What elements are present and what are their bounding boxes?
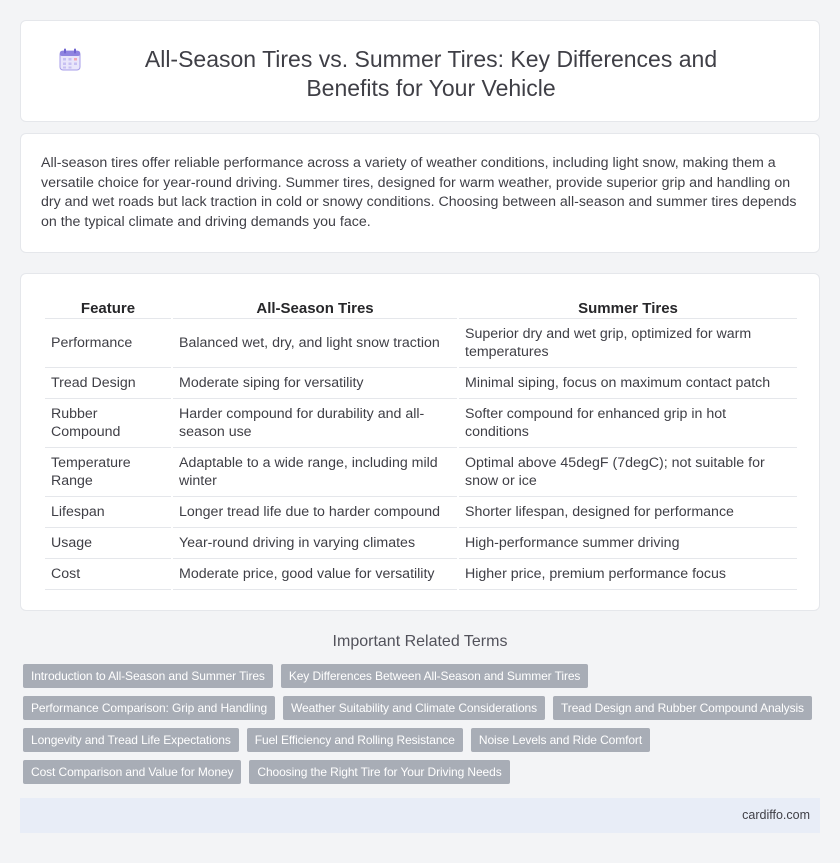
related-term-tag[interactable]: Introduction to All-Season and Summer Tires: [23, 664, 273, 688]
cell-feature: Cost: [45, 559, 171, 590]
cell-summer: Softer compound for enhanced grip in hot conditions: [459, 399, 797, 448]
tag-row: [23, 728, 823, 752]
related-terms-list: [23, 664, 823, 792]
related-term-tag[interactable]: Cost Comparison and Value for Money: [23, 760, 241, 784]
related-term-tag[interactable]: Key Differences Between All-Season and Summer Tires: [281, 664, 589, 688]
table-row: [45, 497, 797, 528]
related-term-tag[interactable]: Choosing the Right Tire for Your Driving Needs: [249, 760, 509, 784]
page-title: All-Season Tires vs. Summer Tires: Key Differences and Benefits for Your Vehicle: [144, 46, 718, 101]
related-term-tag[interactable]: Noise Levels and Ride Comfort: [471, 728, 650, 752]
table-row: [45, 448, 797, 497]
cell-summer: Shorter lifespan, designed for performance: [459, 497, 797, 528]
cell-summer: Optimal above 45degF (7degC); not suitable for snow or ice: [459, 448, 797, 497]
tag-row: [23, 760, 823, 784]
cell-all-season: Moderate siping for versatility: [173, 368, 457, 399]
cell-feature: Performance: [45, 319, 171, 368]
table-row: [45, 399, 797, 448]
cell-summer: Minimal siping, focus on maximum contact patch: [459, 368, 797, 399]
table-row: [45, 319, 797, 368]
cell-all-season: Harder compound for durability and all-season use: [173, 399, 457, 448]
header-all-season: All-Season Tires: [173, 295, 457, 319]
table-row: [45, 528, 797, 559]
cell-summer: Higher price, premium performance focus: [459, 559, 797, 590]
table-header-row: [45, 295, 797, 319]
cell-feature: Lifespan: [45, 497, 171, 528]
cell-all-season: Balanced wet, dry, and light snow traction: [173, 319, 457, 368]
related-terms-title: Important Related Terms: [332, 633, 508, 650]
header-summer: Summer Tires: [459, 295, 797, 319]
cell-feature: Usage: [45, 528, 171, 559]
cell-all-season: Year-round driving in varying climates: [173, 528, 457, 559]
tag-row: [23, 664, 823, 688]
cell-summer: Superior dry and wet grip, optimized for warm temperatures: [459, 319, 797, 368]
cell-feature: Tread Design: [45, 368, 171, 399]
related-term-tag[interactable]: Performance Comparison: Grip and Handling: [23, 696, 275, 720]
title-card: [20, 20, 820, 122]
related-term-tag[interactable]: Tread Design and Rubber Compound Analysis: [553, 696, 812, 720]
title-wrap: [21, 45, 819, 103]
footer-site-link[interactable]: cardiffo.com: [742, 808, 810, 822]
comparison-table: [43, 295, 799, 590]
footer: [20, 798, 820, 833]
cell-all-season: Moderate price, good value for versatility: [173, 559, 457, 590]
table-row: [45, 368, 797, 399]
related-term-tag[interactable]: Weather Suitability and Climate Considerations: [283, 696, 545, 720]
table-row: [45, 559, 797, 590]
cell-summer: High-performance summer driving: [459, 528, 797, 559]
intro-card: [20, 133, 820, 253]
header-feature: Feature: [45, 295, 171, 319]
cell-feature: Temperature Range: [45, 448, 171, 497]
tag-row: [23, 696, 823, 720]
related-term-tag[interactable]: Longevity and Tread Life Expectations: [23, 728, 239, 752]
intro-paragraph: All-season tires offer reliable performance across a variety of weather conditions, including light snow, making them a versatile choice for year-round driving. Summer tires, designed for warm weather, provide superior grip and handling on dry and wet roads but lack traction in cold or snowy conditions. Choosing between all-season and summer tires depends on the typical climate and driving demands you face.: [41, 155, 797, 230]
cell-all-season: Adaptable to a wide range, including mild winter: [173, 448, 457, 497]
comparison-table-card: [20, 273, 820, 611]
related-term-tag[interactable]: Fuel Efficiency and Rolling Resistance: [247, 728, 463, 752]
cell-feature: Rubber Compound: [45, 399, 171, 448]
cell-all-season: Longer tread life due to harder compound: [173, 497, 457, 528]
calendar-icon: [59, 48, 81, 72]
